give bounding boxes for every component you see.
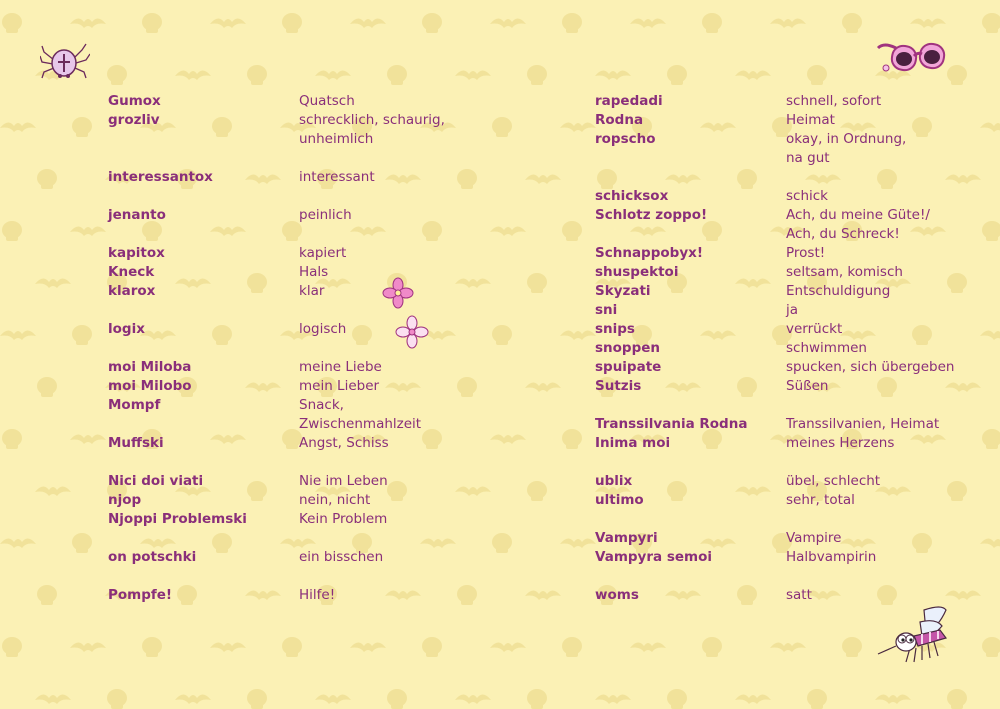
bat-pattern-icon	[35, 694, 71, 704]
glossary-translation: seltsam, komisch	[786, 264, 903, 280]
glossary-term: Muffski	[108, 435, 164, 451]
glossary-term: Schlotz zoppo!	[595, 207, 708, 223]
glossary-entry	[595, 377, 961, 396]
bat-pattern-icon	[70, 434, 106, 444]
skull-pattern-icon	[2, 13, 22, 33]
glossary-term: Skyzati	[595, 283, 651, 299]
skull-pattern-icon	[562, 637, 582, 657]
sunglasses-icon	[876, 38, 948, 80]
glossary-entry	[595, 301, 961, 320]
skull-pattern-icon	[72, 117, 92, 137]
glossary-entry	[108, 472, 474, 491]
glossary-term: kapitox	[108, 245, 165, 261]
skull-pattern-icon	[37, 377, 57, 397]
skull-pattern-icon	[562, 429, 582, 449]
glossary-entry	[595, 529, 961, 548]
glossary-entry	[595, 434, 961, 453]
glossary-translation: Entschuldigung	[786, 283, 891, 299]
bat-pattern-icon	[490, 18, 526, 28]
glossary-term: grozliv	[108, 112, 160, 128]
bat-pattern-icon	[525, 590, 561, 600]
bat-pattern-icon	[630, 18, 666, 28]
glossary-entry	[595, 358, 961, 377]
bat-pattern-icon	[525, 174, 561, 184]
skull-pattern-icon	[282, 13, 302, 33]
glossary-translation: ja	[786, 302, 799, 318]
glossary-entry	[108, 206, 474, 225]
glossary-entry	[108, 434, 474, 453]
glossary-translation: Prost!	[786, 245, 826, 261]
glossary-entry	[108, 263, 474, 282]
bat-pattern-icon	[560, 330, 596, 340]
mosquito-icon	[876, 604, 956, 666]
glossary-entry	[108, 244, 474, 263]
glossary-entry	[108, 586, 474, 605]
glossary-term: logix	[108, 321, 145, 337]
glossary-term: on potschki	[108, 549, 197, 565]
glossary-entry	[108, 282, 474, 301]
bat-pattern-icon	[70, 226, 106, 236]
bat-pattern-icon	[490, 434, 526, 444]
glossary-entry	[108, 320, 474, 339]
glossary-translation: verrückt	[786, 321, 843, 337]
skull-pattern-icon	[247, 689, 267, 709]
bat-pattern-icon	[455, 70, 491, 80]
glossary-entry	[108, 377, 474, 396]
skull-pattern-icon	[387, 65, 407, 85]
glossary-term: ultimo	[595, 492, 644, 508]
glossary-term: shuspektoi	[595, 264, 679, 280]
bat-pattern-icon	[630, 642, 666, 652]
skull-pattern-icon	[842, 637, 862, 657]
bat-pattern-icon	[980, 122, 1000, 132]
glossary-term: Sutzis	[595, 378, 642, 394]
glossary-translation: meines Herzens	[786, 435, 895, 451]
skull-pattern-icon	[2, 221, 22, 241]
glossary-left-column	[108, 92, 474, 605]
bat-pattern-icon	[770, 18, 806, 28]
glossary-translation: klar	[299, 283, 325, 299]
bat-pattern-icon	[735, 70, 771, 80]
glossary-translation: peinlich	[299, 207, 352, 223]
skull-pattern-icon	[2, 637, 22, 657]
glossary-entry	[108, 510, 474, 529]
bat-pattern-icon	[210, 18, 246, 28]
glossary-entry	[108, 491, 474, 510]
bat-pattern-icon	[455, 694, 491, 704]
glossary-term: snips	[595, 321, 635, 337]
skull-pattern-icon	[37, 169, 57, 189]
skull-pattern-icon	[72, 325, 92, 345]
glossary-term: Inima moi	[595, 435, 671, 451]
glossary-term: Njoppi Problemski	[108, 511, 247, 527]
bat-pattern-icon	[175, 694, 211, 704]
bat-pattern-icon	[980, 538, 1000, 548]
glossary-term: Transsilvania Rodna	[595, 416, 748, 432]
glossary-term: njop	[108, 492, 142, 508]
glossary-term: Mompf	[108, 397, 161, 413]
skull-pattern-icon	[527, 273, 547, 293]
bat-pattern-icon	[175, 70, 211, 80]
glossary-entry	[108, 358, 474, 377]
glossary-translation: meine Liebe	[299, 359, 382, 375]
glossary-entry	[108, 396, 474, 434]
bat-pattern-icon	[560, 122, 596, 132]
glossary-translation: schrecklich, schaurig, unheimlich	[299, 112, 445, 147]
glossary-entry	[595, 472, 961, 491]
glossary-translation: Hals	[299, 264, 329, 280]
bat-pattern-icon	[350, 18, 386, 28]
skull-pattern-icon	[807, 65, 827, 85]
skull-pattern-icon	[982, 429, 1000, 449]
glossary-translation: Nie im Leben	[299, 473, 388, 489]
skull-pattern-icon	[807, 689, 827, 709]
glossary-term: Gumox	[108, 93, 161, 109]
glossary-term: rapedadi	[595, 93, 663, 109]
glossary-translation: schick	[786, 188, 829, 204]
glossary-translation: okay, in Ordnung, na gut	[786, 131, 907, 166]
skull-pattern-icon	[527, 481, 547, 501]
skull-pattern-icon	[947, 689, 967, 709]
glossary-term: Schnappobyx!	[595, 245, 703, 261]
spider-icon	[40, 42, 90, 84]
glossary-term: sni	[595, 302, 618, 318]
skull-pattern-icon	[702, 637, 722, 657]
glossary-translation: Heimat	[786, 112, 835, 128]
glossary-translation: logisch	[299, 321, 347, 337]
glossary-entry	[595, 282, 961, 301]
glossary-translation: Süßen	[786, 378, 829, 394]
glossary-term: Vampyra semoi	[595, 549, 712, 565]
glossary-term: snoppen	[595, 340, 661, 356]
bat-pattern-icon	[875, 694, 911, 704]
glossary-translation: schwimmen	[786, 340, 867, 356]
skull-pattern-icon	[982, 637, 1000, 657]
glossary-translation: satt	[786, 587, 812, 603]
glossary-entry	[108, 548, 474, 567]
skull-pattern-icon	[107, 689, 127, 709]
bat-pattern-icon	[525, 382, 561, 392]
skull-pattern-icon	[492, 533, 512, 553]
bat-pattern-icon	[560, 538, 596, 548]
bat-pattern-icon	[735, 694, 771, 704]
glossary-translation: übel, schlecht	[786, 473, 881, 489]
glossary-translation: kapiert	[299, 245, 347, 261]
glossary-entry	[595, 111, 961, 130]
bat-pattern-icon	[210, 642, 246, 652]
bat-pattern-icon	[0, 122, 36, 132]
glossary-term: Nici doi viati	[108, 473, 204, 489]
skull-pattern-icon	[492, 117, 512, 137]
skull-pattern-icon	[422, 637, 442, 657]
skull-pattern-icon	[247, 65, 267, 85]
glossary-term: ublix	[595, 473, 633, 489]
glossary-entry	[595, 187, 961, 206]
skull-pattern-icon	[947, 65, 967, 85]
glossary-translation: Hilfe!	[299, 587, 336, 603]
bat-pattern-icon	[35, 278, 71, 288]
glossary-term: Vampyri	[595, 530, 658, 546]
glossary-entry	[595, 415, 961, 434]
glossary-term: ropscho	[595, 131, 656, 147]
skull-pattern-icon	[702, 13, 722, 33]
glossary-translation: sehr, total	[786, 492, 855, 508]
glossary-translation: Kein Problem	[299, 511, 388, 527]
glossary-term: Kneck	[108, 264, 155, 280]
skull-pattern-icon	[667, 689, 687, 709]
bat-pattern-icon	[350, 642, 386, 652]
glossary-entry	[108, 111, 474, 149]
bat-pattern-icon	[595, 70, 631, 80]
glossary-term: Rodna	[595, 112, 644, 128]
glossary-translation: interessant	[299, 169, 375, 185]
glossary-entry	[595, 130, 961, 168]
skull-pattern-icon	[562, 13, 582, 33]
bat-pattern-icon	[770, 642, 806, 652]
glossary-entry	[595, 586, 961, 605]
bat-pattern-icon	[315, 70, 351, 80]
glossary-entry	[595, 491, 961, 510]
glossary-entry	[595, 206, 961, 244]
glossary-translation: Snack, Zwischenmahlzeit	[299, 397, 422, 432]
skull-pattern-icon	[667, 65, 687, 85]
skull-pattern-icon	[842, 13, 862, 33]
glossary-translation: Quatsch	[299, 93, 355, 109]
glossary-translation: ein bisschen	[299, 549, 384, 565]
skull-pattern-icon	[142, 13, 162, 33]
bat-pattern-icon	[910, 18, 946, 28]
glossary-entry	[595, 92, 961, 111]
glossary-term: Pompfe!	[108, 587, 173, 603]
glossary-entry	[108, 168, 474, 187]
bat-pattern-icon	[0, 538, 36, 548]
skull-pattern-icon	[527, 689, 547, 709]
skull-pattern-icon	[982, 13, 1000, 33]
bat-pattern-icon	[70, 642, 106, 652]
skull-pattern-icon	[282, 637, 302, 657]
glossary-term: klarox	[108, 283, 156, 299]
glossary-right-column	[595, 92, 961, 605]
bat-pattern-icon	[0, 330, 36, 340]
glossary-entry	[595, 320, 961, 339]
glossary-entry	[108, 92, 474, 111]
skull-pattern-icon	[142, 637, 162, 657]
skull-pattern-icon	[982, 221, 1000, 241]
glossary-term: jenanto	[108, 207, 166, 223]
glossary-translation: schnell, sofort	[786, 93, 882, 109]
glossary-entry	[595, 548, 961, 567]
glossary-translation: nein, nicht	[299, 492, 371, 508]
skull-pattern-icon	[107, 65, 127, 85]
bat-pattern-icon	[595, 694, 631, 704]
skull-pattern-icon	[562, 221, 582, 241]
skull-pattern-icon	[492, 325, 512, 345]
skull-pattern-icon	[2, 429, 22, 449]
bat-pattern-icon	[315, 694, 351, 704]
glossary-term: moi Milobo	[108, 378, 192, 394]
bat-pattern-icon	[490, 226, 526, 236]
skull-pattern-icon	[527, 65, 547, 85]
glossary-entry	[595, 339, 961, 358]
glossary-translation: Transsilvanien, Heimat	[786, 416, 940, 432]
glossary-translation: Halbvampirin	[786, 549, 877, 565]
glossary-term: interessantox	[108, 169, 213, 185]
bat-pattern-icon	[70, 18, 106, 28]
skull-pattern-icon	[422, 13, 442, 33]
glossary-term: spuipate	[595, 359, 662, 375]
skull-pattern-icon	[72, 533, 92, 553]
glossary-translation: Vampire	[786, 530, 842, 546]
bat-pattern-icon	[980, 330, 1000, 340]
glossary-translation: Angst, Schiss	[299, 435, 389, 451]
glossary-entry	[595, 263, 961, 282]
glossary-translation: spucken, sich übergeben	[786, 359, 955, 375]
skull-pattern-icon	[387, 689, 407, 709]
skull-pattern-icon	[37, 585, 57, 605]
glossary-translation: mein Lieber	[299, 378, 380, 394]
glossary-term: schicksox	[595, 188, 669, 204]
glossary-term: moi Miloba	[108, 359, 192, 375]
glossary-entry	[595, 244, 961, 263]
bat-pattern-icon	[490, 642, 526, 652]
bat-pattern-icon	[35, 486, 71, 496]
glossary-translation: Ach, du meine Güte!/ Ach, du Schreck!	[786, 207, 930, 242]
glossary-term: woms	[595, 587, 639, 603]
